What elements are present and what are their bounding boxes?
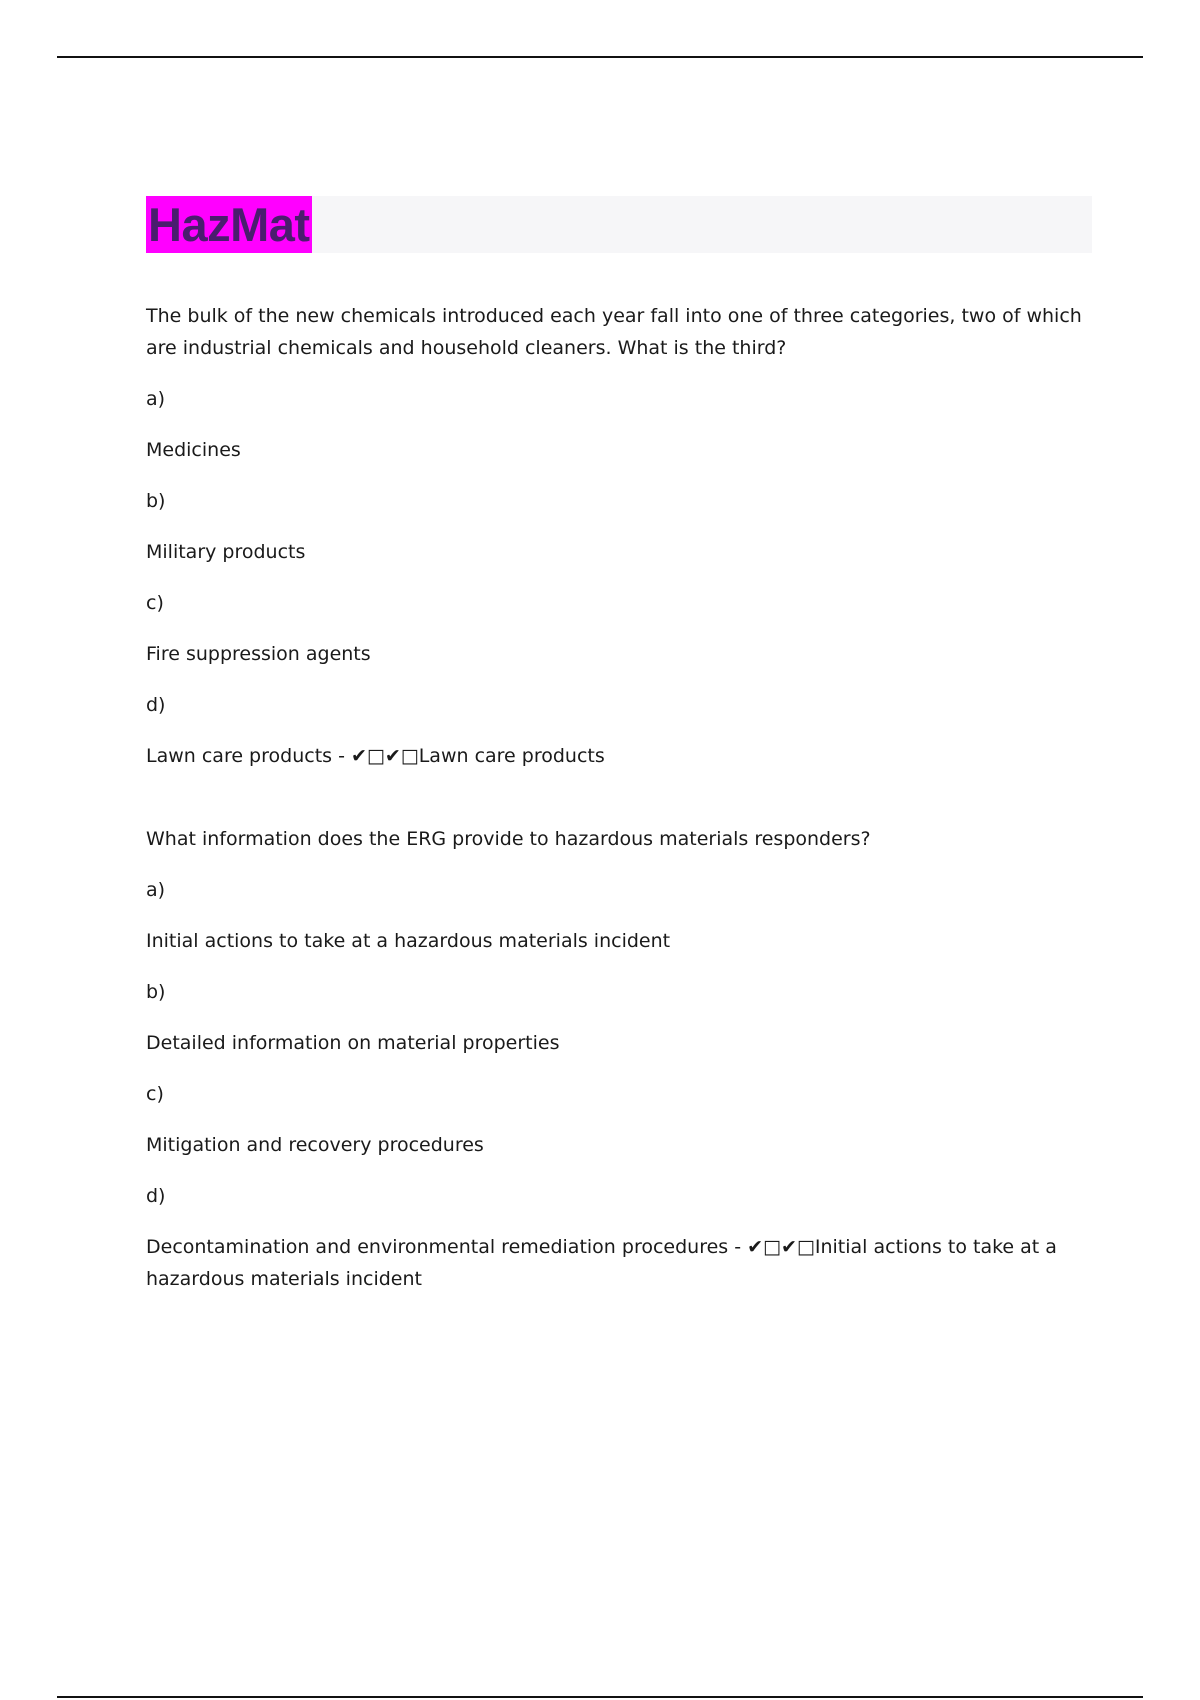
option-text: Detailed information on material properties — [146, 1032, 560, 1054]
option-letter: d) — [146, 1185, 166, 1207]
option-text-with-answer: Decontamination and environmental remediation procedures - ✔□✔□Initial actions to take at a hazardous materials incident — [146, 1236, 1057, 1290]
option-text: Mitigation and recovery procedures — [146, 1134, 484, 1156]
option-letter: b) — [146, 490, 166, 512]
document-title: HazMat — [148, 198, 310, 251]
question-block — [146, 823, 1086, 1295]
question-block — [146, 300, 1086, 772]
option-text: Medicines — [146, 439, 241, 461]
option-letter: d) — [146, 694, 166, 716]
header-rule — [57, 56, 1143, 58]
document-body — [146, 300, 1086, 1295]
option-text: Fire suppression agents — [146, 643, 371, 665]
option-text-with-answer: Lawn care products - ✔□✔□Lawn care products — [146, 745, 605, 767]
question-text: What information does the ERG provide to hazardous materials responders? — [146, 828, 871, 850]
option-letter: a) — [146, 879, 166, 901]
question-text: The bulk of the new chemicals introduced each year fall into one of three categories, two of which are industrial chemicals and household cleaners. What is the third? — [146, 305, 1082, 359]
option-letter: c) — [146, 592, 164, 614]
option-text: Military products — [146, 541, 306, 563]
option-letter: a) — [146, 388, 166, 410]
footer-rule — [57, 1696, 1143, 1698]
option-text: Initial actions to take at a hazardous materials incident — [146, 930, 671, 952]
question-spacer — [146, 772, 1086, 823]
option-letter: c) — [146, 1083, 164, 1105]
option-letter: b) — [146, 981, 166, 1003]
